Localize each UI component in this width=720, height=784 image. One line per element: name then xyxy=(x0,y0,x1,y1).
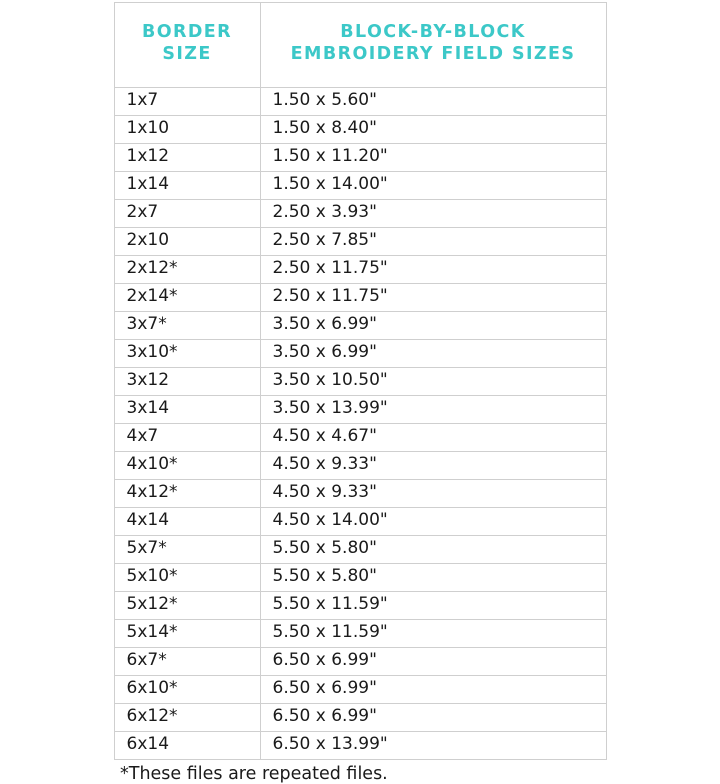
cell-field-size: 1.50 x 11.20" xyxy=(260,144,606,172)
cell-border-size: 6x7* xyxy=(114,648,260,676)
table-row xyxy=(114,284,606,312)
cell-field-size: 6.50 x 6.99" xyxy=(260,648,606,676)
table-row xyxy=(114,368,606,396)
cell-field-size: 3.50 x 6.99" xyxy=(260,340,606,368)
table-row xyxy=(114,312,606,340)
cell-field-size: 2.50 x 11.75" xyxy=(260,284,606,312)
cell-border-size: 5x7* xyxy=(114,536,260,564)
column-header-border-size-line-2: SIZE xyxy=(162,44,212,64)
table-row xyxy=(114,396,606,424)
cell-border-size: 3x12 xyxy=(114,368,260,396)
column-header-border-size xyxy=(114,3,260,88)
cell-field-size: 3.50 x 10.50" xyxy=(260,368,606,396)
table-row xyxy=(114,228,606,256)
cell-border-size: 3x10* xyxy=(114,340,260,368)
table-row xyxy=(114,200,606,228)
footnote-repeated-files: *These files are repeated files. xyxy=(120,764,388,784)
cell-field-size: 6.50 x 13.99" xyxy=(260,732,606,760)
table-header-row xyxy=(114,3,606,88)
cell-field-size: 5.50 x 11.59" xyxy=(260,620,606,648)
cell-border-size: 6x10* xyxy=(114,676,260,704)
cell-field-size: 1.50 x 8.40" xyxy=(260,116,606,144)
embroidery-size-table xyxy=(114,2,607,760)
cell-field-size: 4.50 x 14.00" xyxy=(260,508,606,536)
table-header xyxy=(114,3,606,88)
cell-field-size: 1.50 x 14.00" xyxy=(260,172,606,200)
table-row xyxy=(114,424,606,452)
cell-border-size: 2x7 xyxy=(114,200,260,228)
cell-border-size: 1x7 xyxy=(114,88,260,116)
table-row xyxy=(114,172,606,200)
cell-border-size: 2x10 xyxy=(114,228,260,256)
cell-border-size: 5x10* xyxy=(114,564,260,592)
cell-field-size: 1.50 x 5.60" xyxy=(260,88,606,116)
cell-border-size: 5x14* xyxy=(114,620,260,648)
table-row xyxy=(114,88,606,116)
table-row xyxy=(114,536,606,564)
cell-border-size: 5x12* xyxy=(114,592,260,620)
cell-field-size: 3.50 x 6.99" xyxy=(260,312,606,340)
table-row xyxy=(114,592,606,620)
cell-border-size: 4x10* xyxy=(114,452,260,480)
cell-border-size: 4x14 xyxy=(114,508,260,536)
table-row xyxy=(114,732,606,760)
cell-field-size: 2.50 x 3.93" xyxy=(260,200,606,228)
cell-field-size: 6.50 x 6.99" xyxy=(260,676,606,704)
size-chart-document xyxy=(0,2,720,784)
cell-border-size: 4x12* xyxy=(114,480,260,508)
cell-border-size: 1x10 xyxy=(114,116,260,144)
cell-border-size: 3x7* xyxy=(114,312,260,340)
column-header-border-size-line-1: BORDER xyxy=(141,22,233,43)
cell-field-size: 4.50 x 9.33" xyxy=(260,480,606,508)
table-row xyxy=(114,620,606,648)
table-row xyxy=(114,116,606,144)
cell-field-size: 5.50 x 5.80" xyxy=(260,564,606,592)
cell-field-size: 4.50 x 9.33" xyxy=(260,452,606,480)
table-row xyxy=(114,508,606,536)
table-row xyxy=(114,144,606,172)
cell-border-size: 6x12* xyxy=(114,704,260,732)
table-row xyxy=(114,480,606,508)
column-header-field-size xyxy=(260,3,606,88)
table-row xyxy=(114,452,606,480)
cell-field-size: 4.50 x 4.67" xyxy=(260,424,606,452)
table-row xyxy=(114,564,606,592)
table-row xyxy=(114,256,606,284)
cell-field-size: 6.50 x 6.99" xyxy=(260,704,606,732)
cell-field-size: 3.50 x 13.99" xyxy=(260,396,606,424)
cell-field-size: 5.50 x 11.59" xyxy=(260,592,606,620)
cell-border-size: 2x14* xyxy=(114,284,260,312)
table-row xyxy=(114,648,606,676)
column-header-field-size-line-1: BLOCK-BY-BLOCK xyxy=(340,22,526,43)
cell-border-size: 4x7 xyxy=(114,424,260,452)
table-row xyxy=(114,676,606,704)
cell-field-size: 5.50 x 5.80" xyxy=(260,536,606,564)
cell-border-size: 1x12 xyxy=(114,144,260,172)
table-row xyxy=(114,704,606,732)
table-row xyxy=(114,340,606,368)
cell-border-size: 6x14 xyxy=(114,732,260,760)
cell-field-size: 2.50 x 7.85" xyxy=(260,228,606,256)
column-header-field-size-line-2: EMBROIDERY FIELD SIZES xyxy=(290,44,576,64)
cell-border-size: 2x12* xyxy=(114,256,260,284)
table-body xyxy=(114,88,606,760)
cell-border-size: 1x14 xyxy=(114,172,260,200)
cell-border-size: 3x14 xyxy=(114,396,260,424)
cell-field-size: 2.50 x 11.75" xyxy=(260,256,606,284)
